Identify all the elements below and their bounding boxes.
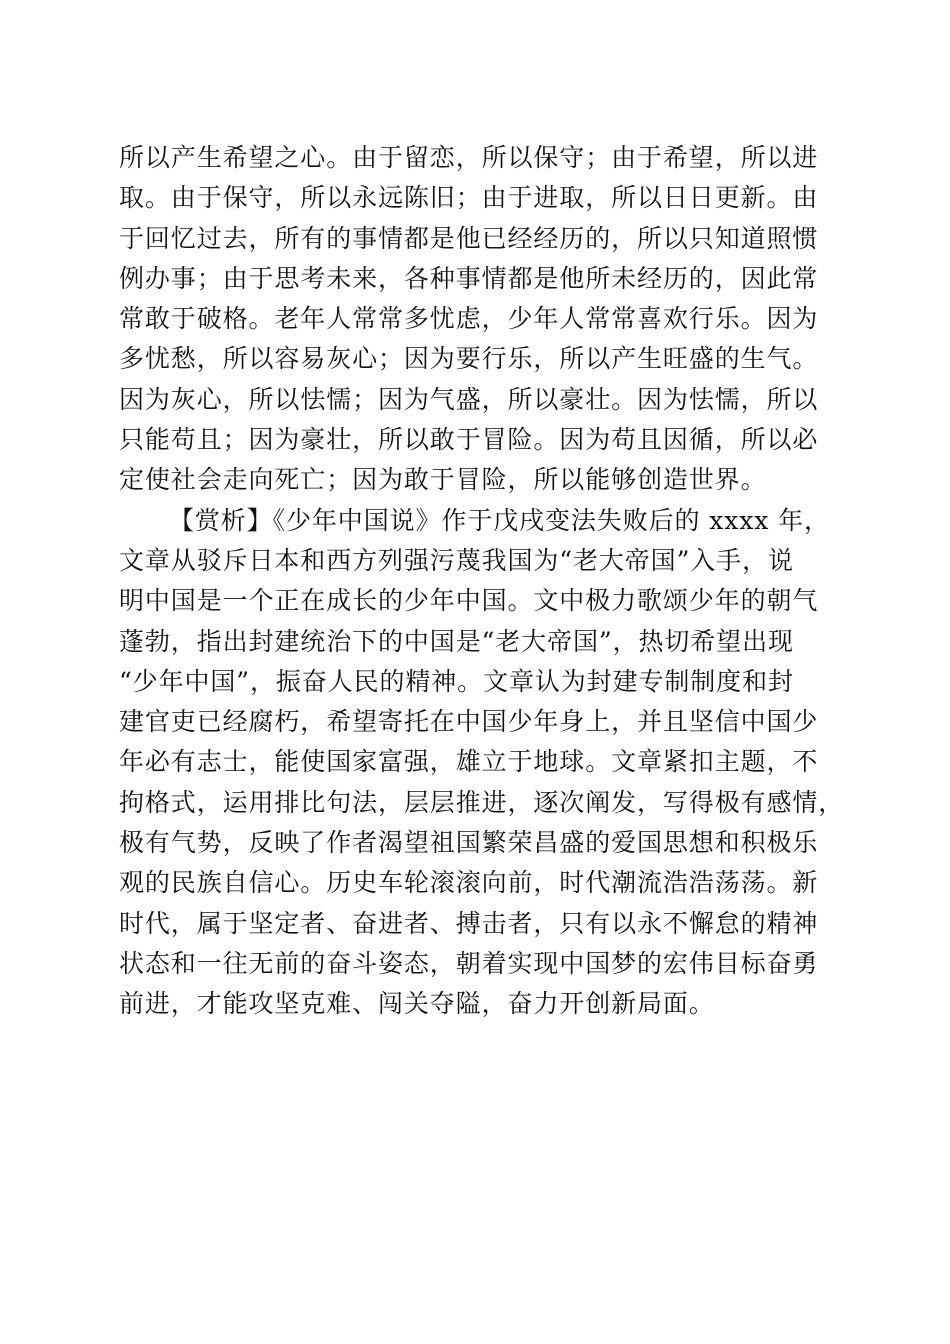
text-line: 因为灰心，所以怯懦；因为气盛，所以豪壮。因为怯懦，所以 [119, 384, 819, 414]
text-line: 只能苟且；因为豪壮，所以敢于冒险。因为苟且因循，所以必 [119, 425, 819, 455]
text-line: 蓬勃，指出封建统治下的中国是“老大帝国”，热切希望出现 [119, 626, 794, 656]
text-line: 多忧愁，所以容易灰心；因为要行乐，所以产生旺盛的生气。 [119, 344, 819, 374]
text-line: 极有气势，反映了作者渴望祖国繁荣昌盛的爱国思想和积极乐 [119, 828, 819, 858]
text-line: 前进，才能攻坚克难、闯关夺隘，奋力开创新局面。 [119, 989, 715, 1019]
text-line: 【赏析】《少年中国说》作于戊戌变法失败后的 xxxx 年， [169, 505, 830, 535]
document-body [119, 138, 845, 1025]
text-line: 建官吏已经腐朽，希望寄托在中国少年身上，并且坚信中国少 [119, 707, 819, 737]
text-line: 取。由于保守，所以永远陈旧；由于进取，所以日日更新。由 [119, 183, 819, 213]
text-line: 观的民族自信心。历史车轮滚滚向前，时代潮流浩浩荡荡。新 [119, 868, 819, 898]
text-line: 时代，属于坚定者、奋进者、搏击者，只有以永不懈怠的精神 [119, 908, 819, 938]
text-line: 明中国是一个正在成长的少年中国。文中极力歌颂少年的朝气 [119, 586, 819, 616]
paragraph-2-appreciation [119, 501, 845, 1025]
text-line: 所以产生希望之心。由于留恋，所以保守；由于希望，所以进 [119, 143, 819, 172]
text-line: 文章从驳斥日本和西方列强污蔑我国为“老大帝国”入手，说 [119, 545, 794, 575]
text-line: 年必有志士，能使国家富强，雄立于地球。文章紧扣主题，不 [119, 747, 819, 777]
text-line: “少年中国”，振奋人民的精神。文章认为封建专制制度和封 [119, 666, 794, 696]
text-line: 例办事；由于思考未来，各种事情都是他所未经历的，因此常 [119, 263, 819, 293]
text-line: 拘格式，运用排比句法，层层推进，逐次阐发，写得极有感情， [119, 787, 845, 817]
paragraph-1 [119, 138, 834, 501]
text-line: 于回忆过去，所有的事情都是他已经经历的，所以只知道照惯 [119, 223, 819, 253]
text-line: 状态和一往无前的奋斗姿态，朝着实现中国梦的宏伟目标奋勇 [119, 948, 819, 978]
text-line: 定使社会走向死亡；因为敢于冒险，所以能够创造世界。 [119, 465, 767, 495]
text-line: 常敢于破格。老年人常常多忧虑，少年人常常喜欢行乐。因为 [119, 304, 819, 334]
